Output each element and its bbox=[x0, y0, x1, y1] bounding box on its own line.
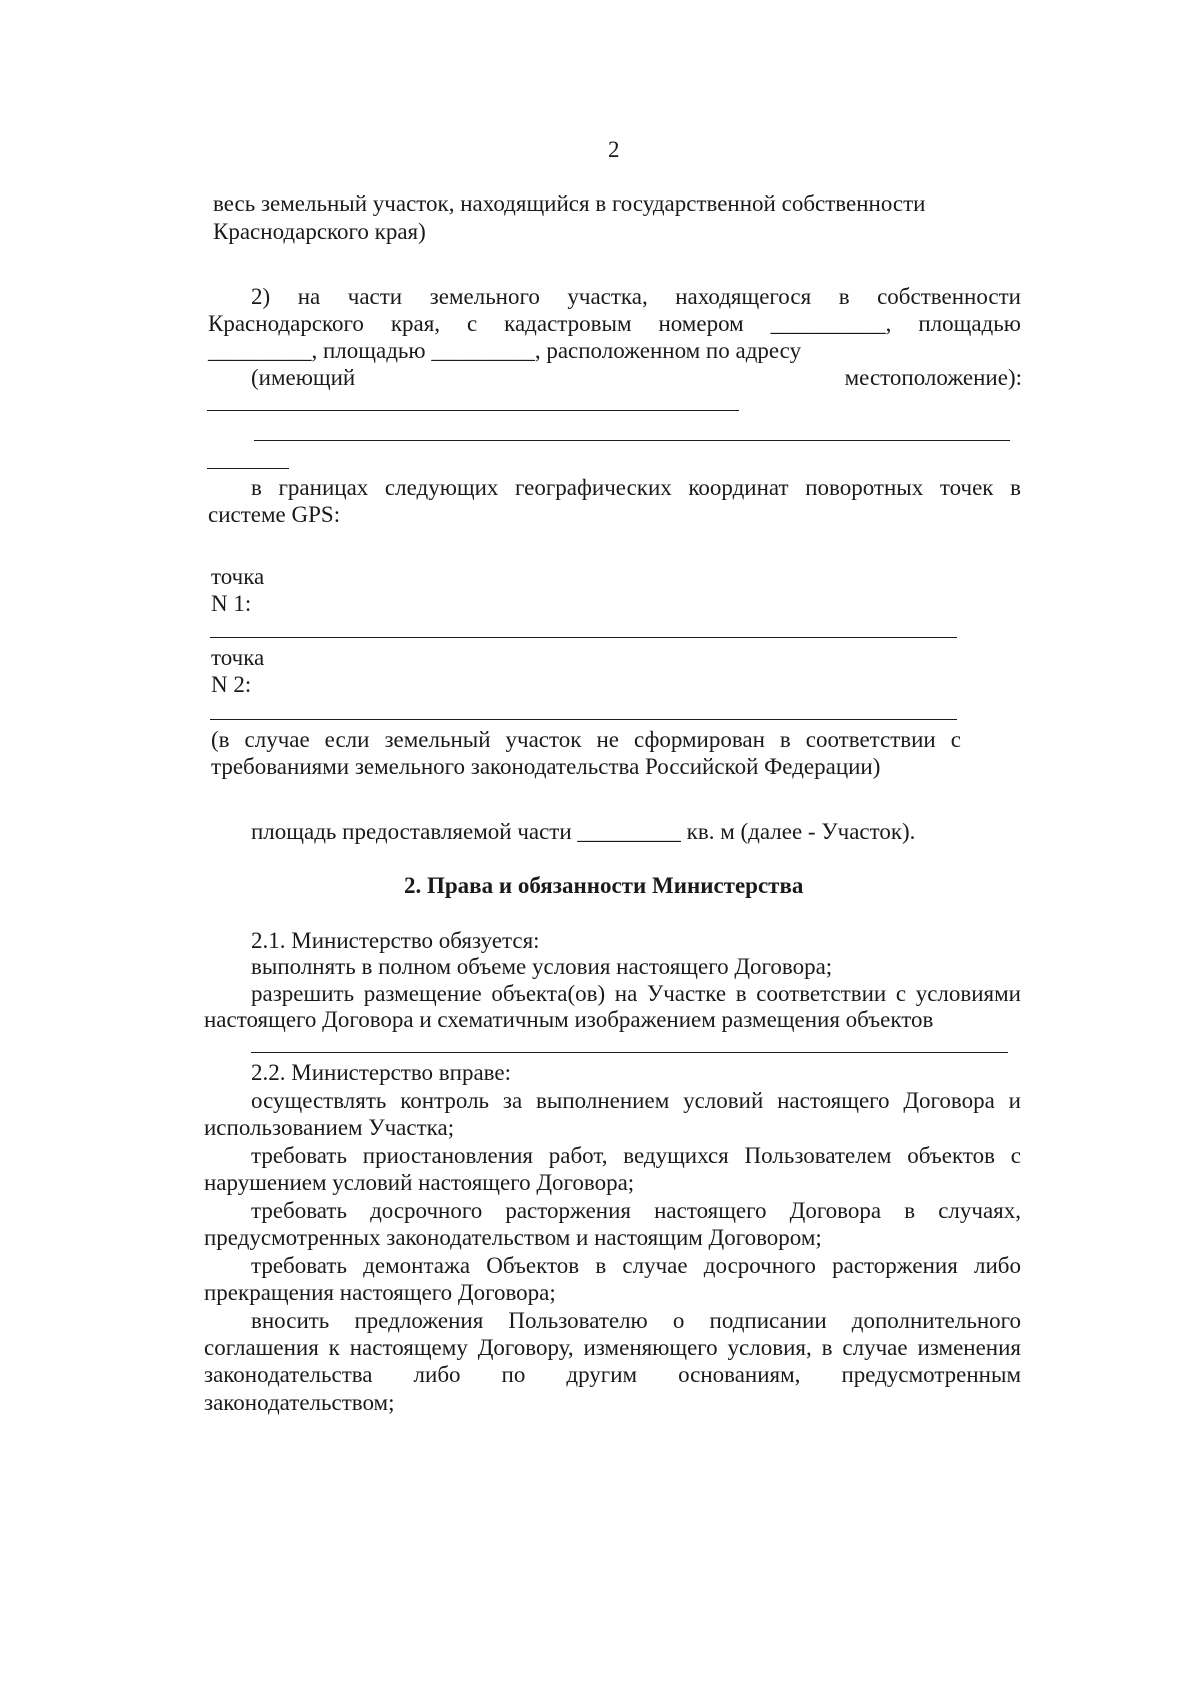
blank-line bbox=[254, 440, 1010, 441]
note-line-2: требованиями земельного законодательства Российской Федерации) bbox=[211, 754, 881, 779]
note-line-1 bbox=[211, 726, 961, 754]
p22-title: 2.2. Министерство вправе: bbox=[251, 1060, 512, 1085]
blank-line bbox=[251, 1052, 1008, 1053]
item2-line-1 bbox=[251, 283, 1021, 311]
item2-line-4-right: местоположение): bbox=[844, 365, 1022, 390]
point-2-label: точка bbox=[211, 645, 265, 670]
p22-b-line-1: требовать приостановления работ, ведущихся Пользователем объектов с bbox=[251, 1143, 1021, 1168]
p22-d-line-2: прекращения настоящего Договора; bbox=[204, 1280, 556, 1305]
p21-title: 2.1. Министерство обязуется: bbox=[251, 928, 540, 953]
word: участка, bbox=[567, 284, 648, 309]
word: не bbox=[596, 727, 619, 752]
area-unit: кв. м (далее - Участок). bbox=[686, 819, 916, 844]
item2-line-4-left: (имеющий bbox=[251, 365, 356, 390]
p22-e-line-2: соглашения к настоящему Договору, изменяющего условия, в случае изменения bbox=[204, 1335, 1021, 1360]
word: Краснодарского bbox=[208, 311, 364, 336]
word: случае bbox=[244, 727, 310, 752]
word: точек bbox=[939, 475, 994, 500]
p21-a: выполнять в полном объеме условия настоящего Договора; bbox=[251, 954, 833, 979]
page-number: 2 bbox=[608, 137, 620, 162]
word: земельного bbox=[429, 284, 540, 309]
word: сформирован bbox=[633, 727, 765, 752]
word: поворотных bbox=[805, 475, 924, 500]
intro-line-2: Краснодарского края) bbox=[213, 219, 426, 244]
word: с bbox=[466, 311, 478, 336]
word: географических bbox=[515, 475, 672, 500]
blank-line bbox=[207, 410, 739, 411]
p22-c-line-2: предусмотренных законодательством и настоящим Договором; bbox=[204, 1225, 822, 1250]
intro-line-1: весь земельный участок, находящийся в государственной собственности bbox=[213, 191, 926, 216]
p22-c-line-1: требовать досрочного расторжения настоящего Договора в случаях, bbox=[251, 1198, 1021, 1223]
word: собственности bbox=[877, 284, 1021, 309]
word: участок bbox=[505, 727, 582, 752]
p22-a-line-2: использованием Участка; bbox=[204, 1115, 455, 1140]
gps-line-2: системе GPS: bbox=[208, 502, 341, 527]
word: если bbox=[324, 727, 370, 752]
word: следующих bbox=[384, 475, 499, 500]
word: края, bbox=[390, 311, 441, 336]
p21-b-line-2: настоящего Договора и схематичным изображением размещения объектов bbox=[204, 1007, 934, 1032]
blank-line bbox=[210, 637, 957, 638]
word: номером bbox=[658, 311, 744, 336]
word: 2) bbox=[251, 284, 271, 309]
p22-e-line-3: законодательства либо по другим основаниям, предусмотренным bbox=[204, 1362, 1021, 1387]
word: в bbox=[1010, 475, 1021, 500]
word: __________, bbox=[770, 311, 892, 336]
point-2-number: N 2: bbox=[211, 672, 252, 697]
point-1-label: точка bbox=[211, 564, 265, 589]
word: соответствии bbox=[805, 727, 936, 752]
p22-e-line-4: законодательством; bbox=[204, 1390, 395, 1415]
word: на bbox=[297, 284, 321, 309]
word: находящегося bbox=[675, 284, 812, 309]
p22-b-line-2: нарушением условий настоящего Договора; bbox=[204, 1170, 635, 1195]
p22-d-line-1: требовать демонтажа Объектов в случае досрочного расторжения либо bbox=[251, 1253, 1021, 1278]
item2-line-2 bbox=[208, 310, 1021, 338]
word: с bbox=[950, 727, 961, 752]
p22-a-line-1: осуществлять контроль за выполнением условий настоящего Договора и bbox=[251, 1088, 1021, 1113]
word: границах bbox=[278, 475, 369, 500]
word: площадью bbox=[918, 311, 1021, 336]
blank-line bbox=[207, 468, 289, 469]
area-blank: _________ bbox=[577, 819, 681, 844]
word: кадастровым bbox=[504, 311, 632, 336]
word: в bbox=[838, 284, 850, 309]
area-label: площадь предоставляемой части bbox=[251, 819, 572, 844]
section-2-title: 2. Права и обязанности Министерства bbox=[404, 873, 804, 898]
item2-line-3: _________, площадью _________, расположенном по адресу bbox=[208, 338, 802, 363]
p21-b-line-1: разрешить размещение объекта(ов) на Участке в соответствии с условиями bbox=[251, 981, 1021, 1006]
word: части bbox=[347, 284, 403, 309]
blank-line bbox=[210, 719, 957, 720]
gps-line-1 bbox=[251, 474, 1021, 502]
area-line bbox=[251, 818, 915, 846]
word: земельный bbox=[384, 727, 491, 752]
word: в bbox=[779, 727, 791, 752]
word: координат bbox=[688, 475, 789, 500]
p22-e-line-1: вносить предложения Пользователю о подписании дополнительного bbox=[251, 1308, 1021, 1333]
word: в bbox=[251, 475, 262, 500]
word: (в bbox=[211, 727, 230, 752]
point-1-number: N 1: bbox=[211, 591, 252, 616]
